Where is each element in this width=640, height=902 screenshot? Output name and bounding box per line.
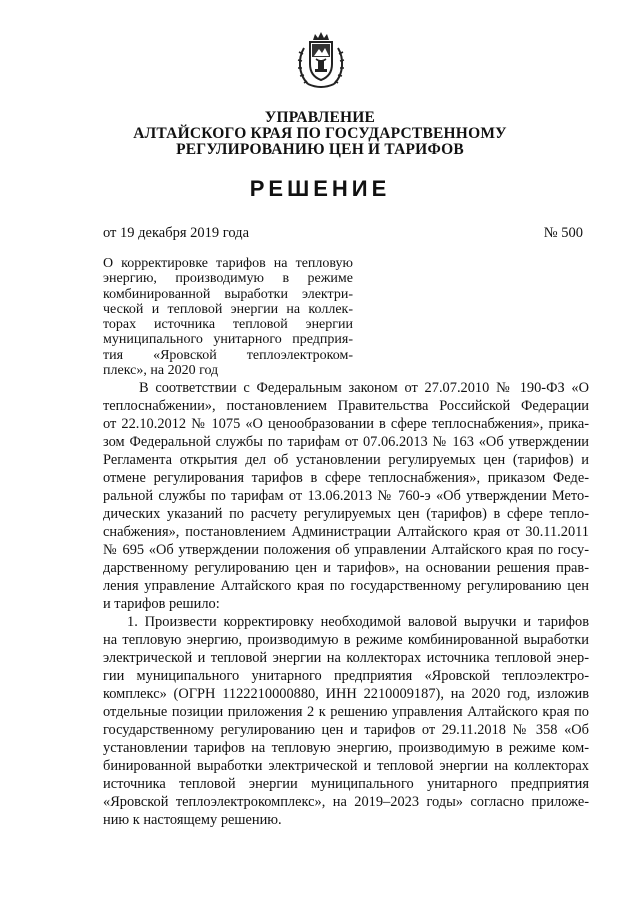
body-line: № 695 «Об утверждении положения об управлении Алтайского края по госу- — [103, 542, 589, 558]
body-line: на тепловую энергию, производимую в режиме комбинированной выработки — [103, 632, 589, 648]
body-line: дических указаний по расчету регулируемых цен (тарифов) в сфере тепло- — [103, 506, 589, 522]
body-line: нию к настоящему решению. — [103, 812, 282, 828]
body-line: источника тепловой энергии муниципального унитарного предприятия — [103, 776, 589, 792]
body-line: дарственному регулированию цен и тарифов», на основании решения прав- — [103, 560, 589, 576]
subject-line: торах источника тепловой энергии — [103, 317, 353, 333]
body-line: электрической и тепловой энергии на коллекторах источника тепловой энер- — [103, 650, 589, 666]
org-name-line-1: УПРАВЛЕНИЕ — [264, 109, 376, 126]
org-name-line-2: АЛТАЙСКОГО КРАЯ ПО ГОСУДАРСТВЕННОМУ — [133, 125, 507, 142]
decision-body — [103, 379, 589, 829]
subject-line: О корректировке тарифов на тепловую — [103, 256, 353, 271]
org-name-line-3: РЕГУЛИРОВАНИЮ ЦЕН И ТАРИФОВ — [176, 141, 464, 158]
body-line: зом Федеральной службы по тарифам от 07.06.2013 № 163 «Об утверждении — [103, 434, 589, 450]
body-line: комплекс» (ОГРН 1122210000880, ИНН 2210009187), на 2020 год, изложив — [103, 686, 589, 702]
body-line: ральной службы по тарифам от 13.06.2013 № 760-э «Об утверждении Мето- — [103, 488, 589, 504]
body-line: государственному регулированию цен и тарифов от 29.11.2018 № 358 «Об — [103, 722, 589, 738]
body-line: установлении тарифов на тепловую энергию, производимую в режиме ком- — [103, 740, 589, 756]
body-line: и тарифов решило: — [103, 596, 220, 612]
subject-line: энергию, производимую в режиме — [103, 271, 353, 287]
body-line: от 22.10.2012 № 1075 «О ценообразовании в сфере теплоснабжения», прика- — [103, 416, 589, 432]
body-line: отмене регулирования тарифов в сфере теплоснабжения», приказом Феде- — [103, 470, 589, 486]
document-type-title: РЕШЕНИЕ — [249, 176, 391, 201]
body-line: ления управление Алтайского края по государственному регулированию цен — [103, 578, 589, 594]
body-line: В соответствии с Федеральным законом от 27.07.2010 № 190-ФЗ «О — [139, 380, 589, 396]
body-line: гии муниципального унитарного предприятия «Яровской теплоэлектро- — [103, 668, 589, 684]
subject-line: комбинированной выработки электри- — [103, 286, 353, 302]
subject-line: плекс», на 2020 год — [103, 363, 219, 379]
body-line: «Яровской теплоэлектрокомплекс», на 2019–2023 годы» согласно приложе- — [103, 794, 589, 810]
body-line: отдельные позиции приложения 2 к решению управления Алтайского края по — [103, 704, 589, 720]
body-line: 1. Произвести корректировку необходимой валовой выручки и тарифов — [127, 614, 589, 630]
subject-line: тия «Яровской теплоэлектроком- — [103, 347, 353, 363]
body-line: бинированной выработки электрической и тепловой энергии на коллекторах — [103, 758, 589, 774]
subject-line: муниципального унитарного предприя- — [103, 332, 353, 348]
decision-subject — [103, 256, 353, 378]
document-number: № 500 — [543, 225, 583, 241]
body-line: теплоснабжении», постановлением Правительства Российской Федерации — [103, 398, 589, 414]
body-line: снабжения», постановлением Администрации Алтайского края от 30.11.2011 — [103, 524, 589, 540]
document-date: от 19 декабря 2019 года — [103, 225, 249, 241]
body-line: Регламента открытия дел об установлении регулируемых цен (тарифов) и — [103, 452, 589, 468]
coat-of-arms-icon — [294, 30, 348, 92]
subject-line: ческой и тепловой энергии на коллек- — [103, 301, 353, 317]
